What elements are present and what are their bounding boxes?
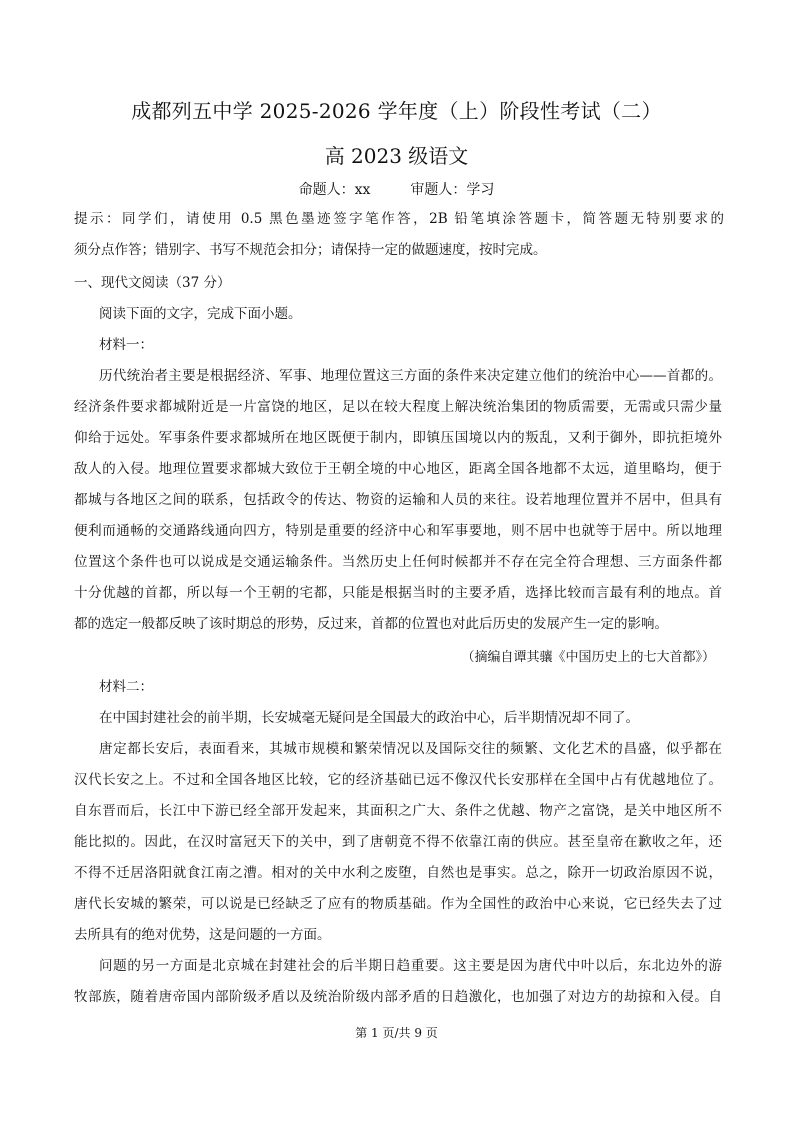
exam-title: 成都列五中学 2025-2026 学年度（上）阶段性考试（二）: [131, 99, 662, 123]
page-number: 第 1 页/共 9 页: [355, 1026, 438, 1040]
material-1-line: 位置这个条件也可以说成是交通运输条件。当然历史上任何时候都并不存在完全符合理想、三方面条件都: [74, 554, 722, 570]
material-2-line: 问题的另一方面是北京城在封建社会的后半期日趋重要。这主要是因为唐代中叶以后，东北边外的游: [99, 958, 722, 974]
material-1-line: 都的选定一般都反映了该时期总的形势，反过来，首都的位置也对此后历史的发展产生一定的影响。: [74, 616, 668, 632]
material-1-line: 仰给于远处。军事条件要求都城所在地区既便于制内，即镇压国境以内的叛乱，又利于御外，即抗拒境外: [74, 430, 722, 446]
material-2-line: 唐定都长安后，表面看来，其城市规模和繁荣情况以及国际交往的频繁、文化艺术的昌盛，似乎都在: [99, 741, 722, 757]
material-1-line: 敌人的入侵。地理位置要求都城大致位于王朝全境的中心地区，距离全国各地都不太远，道里略均，便于: [74, 461, 722, 477]
material-1-line: 都城与各地区之间的联系，包括政令的传达、物资的运输和人员的来往。设若地理位置并不居中，但具有: [74, 492, 722, 508]
material-2-line: 能比拟的。因此，在汉时富冠天下的关中，到了唐朝竟不得不依靠江南的供应。甚至皇帝在歉收之年，还: [74, 834, 722, 850]
exam-authors: [0, 179, 793, 199]
material-1-line: 历代统治者主要是根据经济、军事、地理位置这三方面的条件来决定建立他们的统治中心——首都的。: [99, 368, 722, 384]
material-1-line: 经济条件要求都城附近是一片富饶的地区，足以在较大程度上解决统治集团的物质需要，无需或只需少量: [74, 399, 722, 415]
material-1-line: 便利而通畅的交通路线通向四方，特别是重要的经济中心和军事要地，则不居中也就等于居中。所以地理: [74, 523, 722, 539]
material-2-line: 去所具有的绝对优势，这是问题的一方面。: [74, 927, 331, 943]
material-1-label: 材料一：: [99, 337, 153, 353]
material-1-line: 十分优越的首都，所以每一个王朝的宅都，只能是根据当时的主要矛盾，选择比较而言最有利的地点。首: [74, 585, 722, 601]
material-1-source: （摘编自谭其骧《中国历史上的七大首都》）: [461, 650, 715, 665]
notice-line-2: 须分点作答；错别字、书写不规范会扣分；请保持一定的做题速度，按时完成。: [74, 242, 547, 258]
reading-instruction: 阅读下面的文字，完成下面小题。: [99, 306, 302, 322]
exam-subtitle: 高 2023 级语文: [324, 144, 469, 168]
section-heading: 一、现代文阅读（37 分）: [74, 275, 231, 291]
material-2-line: 牧部族，随着唐帝国内部阶级矛盾以及统治阶级内部矛盾的日趋激化，也加强了对边方的劫掠和入侵。自: [74, 989, 722, 1005]
reviewer-label: 审题人：学习: [410, 182, 495, 198]
material-2-line: 不得不迁居洛阳就食江南之漕。相对的关中水利之废堕，自然也是事实。总之，除开一切政治原因不说，: [74, 865, 722, 881]
material-2-line: 唐代长安城的繁荣，可以说是已经缺乏了应有的物质基础。作为全国性的政治中心来说，它已经失去了过: [74, 896, 722, 912]
material-2-paragraph: 在中国封建社会的前半期，长安城毫无疑问是全国最大的政治中心，后半期情况却不同了。: [99, 710, 639, 726]
material-2-label: 材料二：: [99, 679, 153, 695]
setter-label: 命题人：xx: [298, 182, 371, 198]
material-2-line: 汉代长安之上。不过和全国各地区比较，它的经济基础已远不像汉代长安那样在全国中占有优越地位了。: [74, 772, 722, 788]
material-2-line: 自东晋而后，长江中下游已经全部开发起来，其面积之广大、条件之优越、物产之富饶，是关中地区所不: [74, 803, 722, 819]
notice-line-1: 提示：同学们，请使用 0.5 黑色墨迹签字笔作答，2B 铅笔填涂答题卡，简答题无特别要求的: [74, 211, 724, 227]
